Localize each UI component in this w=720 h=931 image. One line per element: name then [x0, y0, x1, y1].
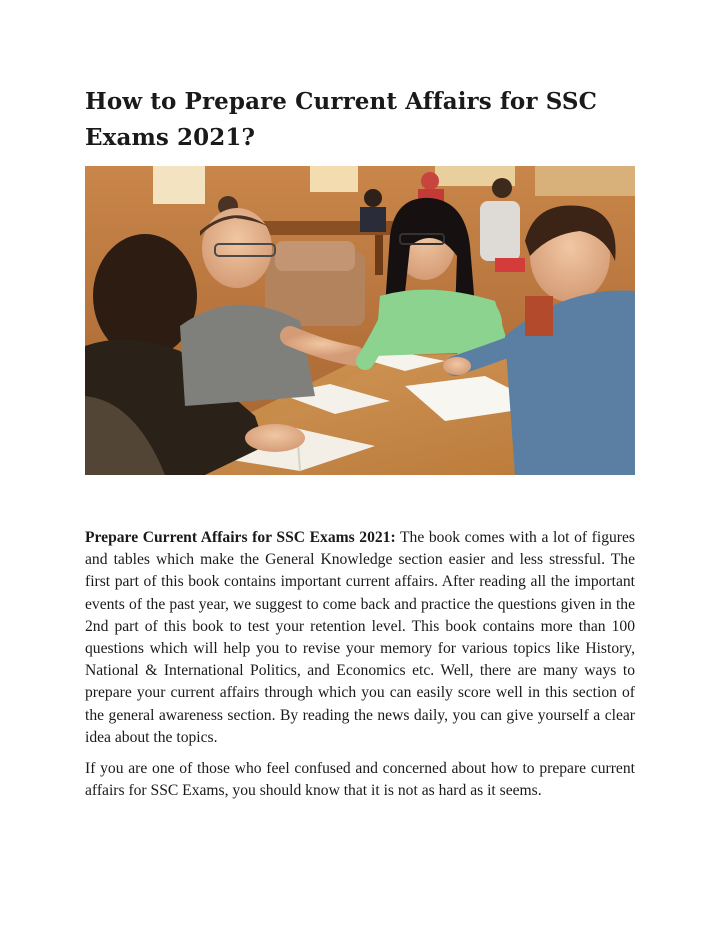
document-page	[85, 84, 635, 800]
paragraph-text: The book comes with a lot of figures and tables which make the General Knowledge section easier and less stressful. The first part of this book contains important current affairs. After reading all the important events of the past year, we suggest to come back and practice the questions given in the 2nd part of this book to test your retention level. This book contains more than 100 questions which will help you to revise your memory for various topics like History, National & International Politics, and Economics etc. Well, there are many ways to prepare your current affairs through which you can easily score well in this section of the general awareness section. By reading the news daily, you can give yourself a clear idea about the topics.	[85, 529, 635, 746]
article-body	[85, 527, 635, 811]
paragraph-lead-heading: Prepare Current Affairs for SSC Exams 2021:	[85, 529, 396, 546]
article-paragraph-2: If you are one of those who feel confused and concerned about how to prepare current affairs for SSC Exams, you should know that it is not as hard as it seems.	[85, 760, 635, 800]
students-studying-photo	[85, 166, 635, 475]
article-paragraph-1	[85, 527, 635, 749]
document-title: How to Prepare Current Affairs for SSC Exams 2021?	[85, 88, 598, 151]
